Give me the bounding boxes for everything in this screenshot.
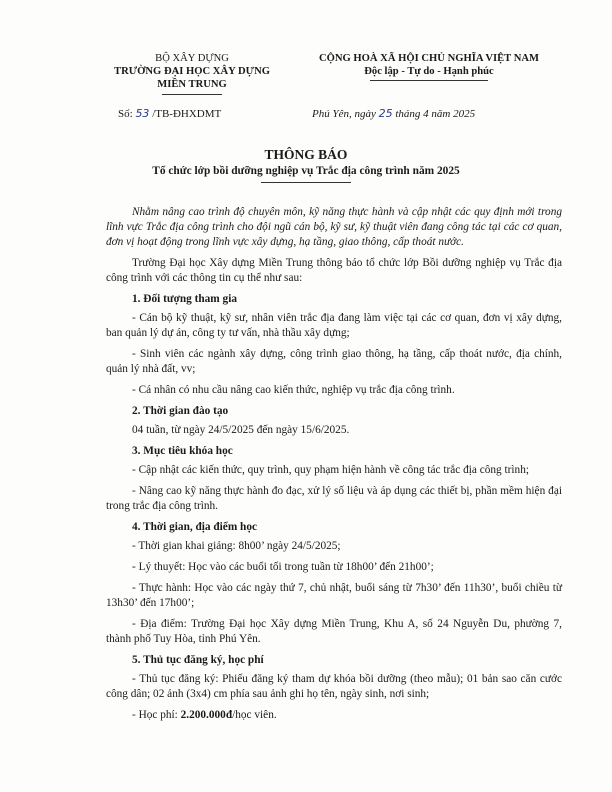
list-item: - Thời gian khai giảng: 8h00’ ngày 24/5/2025; [132, 540, 341, 552]
handwritten-day: 25 [378, 107, 393, 120]
university-name-line1: TRƯỜNG ĐẠI HỌC XÂY DỰNG [114, 66, 270, 77]
national-motto: Độc lập - Tự do - Hạnh phúc [364, 66, 494, 77]
fee-prefix: - Học phí: [132, 709, 181, 721]
ministry-name: BỘ XÂY DỰNG [155, 53, 229, 64]
document-number [118, 107, 221, 120]
list-item: - Cán bộ kỹ thuật, kỹ sư, nhân viên trắc địa đang làm việc tại các cơ quan, đơn vị xây dựng, ban quản lý dự án, công ty tư vấn, nhà thầu xây dựng; [106, 312, 562, 339]
document-date [312, 107, 475, 120]
section-heading: 4. Thời gian, địa điểm học [132, 521, 258, 533]
subtitle-underline [261, 182, 351, 183]
list-item: - Sinh viên các ngành xây dựng, công trình giao thông, hạ tầng, cấp thoát nước, địa chính, quản lý nhà đất, vv; [106, 348, 562, 375]
republic-title: CỘNG HOÀ XÃ HỘI CHỦ NGHĨA VIỆT NAM [318, 53, 540, 64]
section-heading: 2. Thời gian đào tạo [132, 405, 229, 417]
number-suffix: /TB-ĐHXDMT [149, 108, 222, 120]
national-header [294, 52, 564, 81]
handwritten-number: 53 [135, 107, 150, 120]
issuer-block [92, 52, 292, 95]
list-item: - Nâng cao kỹ năng thực hành đo đạc, xử lý số liệu và áp dụng các thiết bị, phần mềm hiện đại trong trắc địa công trình. [106, 485, 562, 512]
fee-amount: 2.200.000đ [180, 709, 233, 721]
list-item: - Cập nhật các kiến thức, quy trình, quy phạm hiện hành về công tác trắc địa công trình; [132, 464, 529, 476]
list-item: - Thủ tục đăng ký: Phiếu đăng ký tham dự khóa bồi dưỡng (theo mẫu); 01 bản sao căn cước công dân; 02 ảnh (3x4) cm phía sau ảnh ghi họ tên, ngày sinh, nơi sinh; [106, 673, 562, 700]
date-suffix: tháng 4 năm 2025 [392, 108, 476, 120]
intro-paragraph: Nhằm nâng cao trình độ chuyên môn, kỹ năng thực hành và cập nhật các quy định mới trong lĩnh vực Trắc địa công trình cho đội ngũ cán bộ, kỹ sư, kỹ thuật viên đang công tác tại các cơ quan, đơn vị hoạt động trong lĩnh vực xây dựng, hạ tầng, giao thông, cấp thoát nước. [106, 206, 562, 248]
announce-paragraph: Trường Đại học Xây dựng Miền Trung thông báo tổ chức lớp Bồi dưỡng nghiệp vụ Trắc địa công trình với các thông tin cụ thể như sau: [106, 257, 562, 284]
section-heading: 1. Đối tượng tham gia [132, 293, 237, 305]
section-heading: 5. Thủ tục đăng ký, học phí [132, 654, 264, 666]
university-name-line2: MIỀN TRUNG [157, 79, 227, 90]
number-prefix: Số: [118, 108, 136, 120]
list-item: - Địa điểm: Trường Đại học Xây dựng Miền Trung, Khu A, số 24 Nguyễn Du, phường 7, thành phố Tuy Hòa, tỉnh Phú Yên. [106, 618, 562, 645]
document-body [106, 205, 562, 729]
motto-underline [370, 80, 488, 81]
list-item: - Cá nhân có nhu cầu nâng cao kiến thức, nghiệp vụ trắc địa công trình. [132, 384, 455, 396]
training-duration: 04 tuần, từ ngày 24/5/2025 đến ngày 15/6/2025. [132, 424, 350, 436]
date-prefix: Phú Yên, ngày [312, 108, 379, 120]
list-item: - Lý thuyết: Học vào các buổi tối trong tuần từ 18h00’ đến 21h00’; [132, 561, 434, 573]
fee-suffix: /học viên. [232, 709, 277, 721]
tuition-fee [106, 708, 562, 723]
list-item: - Thực hành: Học vào các ngày thứ 7, chủ nhật, buổi sáng từ 7h30’ đến 11h30’, buổi chiều từ 13h30’ đến 17h00’; [106, 582, 562, 609]
document-title: THÔNG BÁO [264, 147, 348, 162]
document-subtitle: Tổ chức lớp bồi dưỡng nghiệp vụ Trắc địa công trình năm 2025 [152, 165, 460, 177]
section-heading: 3. Mục tiêu khóa học [132, 445, 233, 457]
issuer-underline [162, 94, 222, 95]
